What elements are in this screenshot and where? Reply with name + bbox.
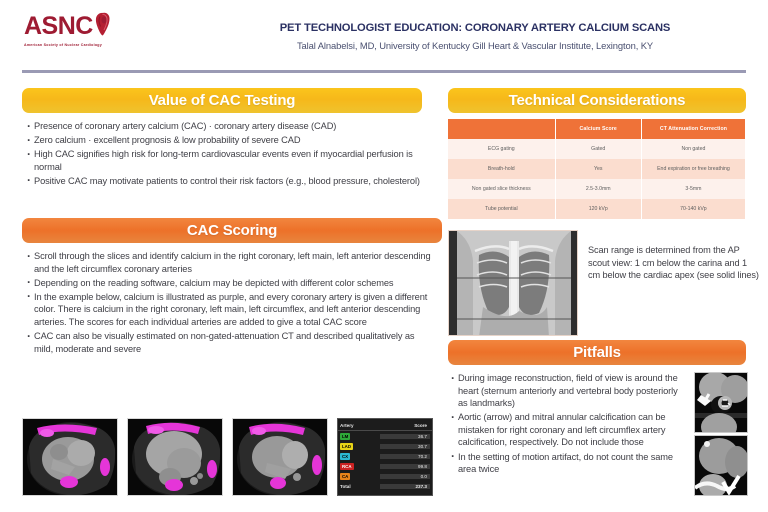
table-row <box>338 461 432 471</box>
table-row <box>338 441 432 451</box>
artery-score: 99.8 <box>380 464 430 469</box>
row-label: Non gated slice thickness <box>448 179 555 199</box>
artery-score: 36.7 <box>380 434 430 439</box>
artery-score: 70.2 <box>380 454 430 459</box>
cell-calcium-score: Yes <box>555 159 641 179</box>
column-header-score: Score <box>414 423 427 428</box>
column-header-artery: Artery <box>340 423 354 428</box>
technical-considerations-table <box>448 119 746 219</box>
row-label: ECG gating <box>448 139 555 159</box>
section-banner-cac-scoring: CAC Scoring <box>22 218 442 243</box>
list-item: · Positive CAC may motivate patients to control their risk factors (e.g., blood pressure, cholesterol) <box>26 175 426 188</box>
cell-ct-attenuation: 3-5mm <box>641 179 745 199</box>
table-row <box>338 451 432 461</box>
list-item: · Scroll through the slices and identify calcium in the right coronary, left main, left anterior descending and the left circumflex coronary arteries <box>26 250 434 275</box>
table-row <box>338 471 432 481</box>
artery-score: 30.7 <box>380 444 430 449</box>
list-item: · In the setting of motion artifact, do not count the same area twice <box>450 451 688 476</box>
cell-calcium-score: 120 kVp <box>555 199 641 219</box>
list-item: · Depending on the reading software, calcium may be depicted with different color schemes <box>26 277 434 290</box>
author-line: Talal Alnabelsi, MD, University of Kentucky Gill Heart & Vascular Institute, Lexington, KY <box>296 40 654 52</box>
header-divider <box>22 70 746 73</box>
asnc-logo <box>24 14 142 47</box>
scout-view-caption: Scan range is determined from the AP scout view: 1 cm below the carina and 1 cm below the cardiac apex (see solid lines) <box>588 245 759 281</box>
artery-label: RCA <box>342 463 352 469</box>
table-header-row <box>448 119 746 139</box>
table-row <box>448 179 746 199</box>
ct-slice-image-1 <box>22 418 118 496</box>
logo-subtitle: American Society of Nuclear Cardiology <box>24 43 103 47</box>
ct-slice-image-3 <box>232 418 328 496</box>
poster-header <box>0 0 768 72</box>
section-banner-pitfalls: Pitfalls <box>448 340 746 365</box>
list-item: · During image reconstruction, field of view is around the heart (sternum anteriorly and vertebral body posteriorly as landmarks) <box>450 372 688 410</box>
row-label: Tube potential <box>448 199 555 219</box>
title-block <box>195 22 755 51</box>
artery-score: 0.0 <box>380 474 430 479</box>
section-banner-value-of-cac-testing: Value of CAC Testing <box>22 88 422 113</box>
column-header-ct-attenuation-correction: CT Attenuation Correction <box>641 119 745 139</box>
list-item: · Presence of coronary artery calcium (CAC) · coronary artery disease (CAD) <box>26 120 426 133</box>
value-of-cac-bullet-list <box>26 120 426 189</box>
table-header-row <box>338 421 432 431</box>
table-row <box>448 139 746 159</box>
pitfalls-bullet-list <box>450 372 688 477</box>
ct-slice-image-2 <box>127 418 223 496</box>
cell-ct-attenuation: End expiration or free breathing <box>641 159 745 179</box>
ct-aortic-calcification-image <box>694 372 748 433</box>
cell-ct-attenuation: Non gated <box>641 139 745 159</box>
table-row <box>448 159 746 179</box>
pitfall-image-stack <box>694 372 748 496</box>
ct-mitral-calcification-image <box>694 435 748 496</box>
list-item: · Aortic (arrow) and mitral annular calcification can be mistaken for right coronary and left circumflex artery calcification, respectively. Do not include those <box>450 411 688 449</box>
list-item: · In the example below, calcium is illustrated as purple, and every coronary artery is given a different color. There is calcium in the right coronary, left main, left circumflex, and left anterior descending arteries. The scores for each individual arteries are added to give a total CAC score <box>26 291 434 329</box>
artery-score: 237.3 <box>380 484 430 489</box>
artery-label: CX <box>342 453 349 459</box>
cac-scoring-bullet-list <box>26 250 434 357</box>
artery-label: LAD <box>342 443 352 449</box>
artery-label: Total <box>340 483 351 489</box>
artery-label: LM <box>342 433 349 439</box>
list-item: · Zero calcium · excellent prognosis & low probability of severe CAD <box>26 134 426 147</box>
column-header-blank <box>448 119 555 139</box>
column-header-calcium-score: Calcium Score <box>555 119 641 139</box>
cell-calcium-score: Gated <box>555 139 641 159</box>
table-row <box>448 199 746 219</box>
heart-icon <box>94 12 111 36</box>
cell-ct-attenuation: 70-140 kVp <box>641 199 745 219</box>
artery-score-table <box>337 418 433 496</box>
page-title: PET TECHNOLOGIST EDUCATION: CORONARY ARTERY CALCIUM SCANS <box>279 22 671 34</box>
cell-calcium-score: 2.5-3.0mm <box>555 179 641 199</box>
list-item: · CAC can also be visually estimated on non-gated-attenuation CT and described qualitatively as mild, moderate and severe <box>26 330 434 355</box>
list-item: · High CAC signifies high risk for long-term cardiovascular events even if myocardial perfusion is normal <box>26 148 426 173</box>
section-banner-technical-considerations: Technical Considerations <box>448 88 746 113</box>
ap-scout-view-image <box>448 230 578 336</box>
logo-wordmark: ASNC <box>24 12 93 40</box>
ct-slice-strip <box>22 418 434 496</box>
table-row <box>338 431 432 441</box>
artery-label: CA <box>342 473 349 479</box>
row-label: Breath-hold <box>448 159 555 179</box>
table-row-total <box>338 481 432 491</box>
